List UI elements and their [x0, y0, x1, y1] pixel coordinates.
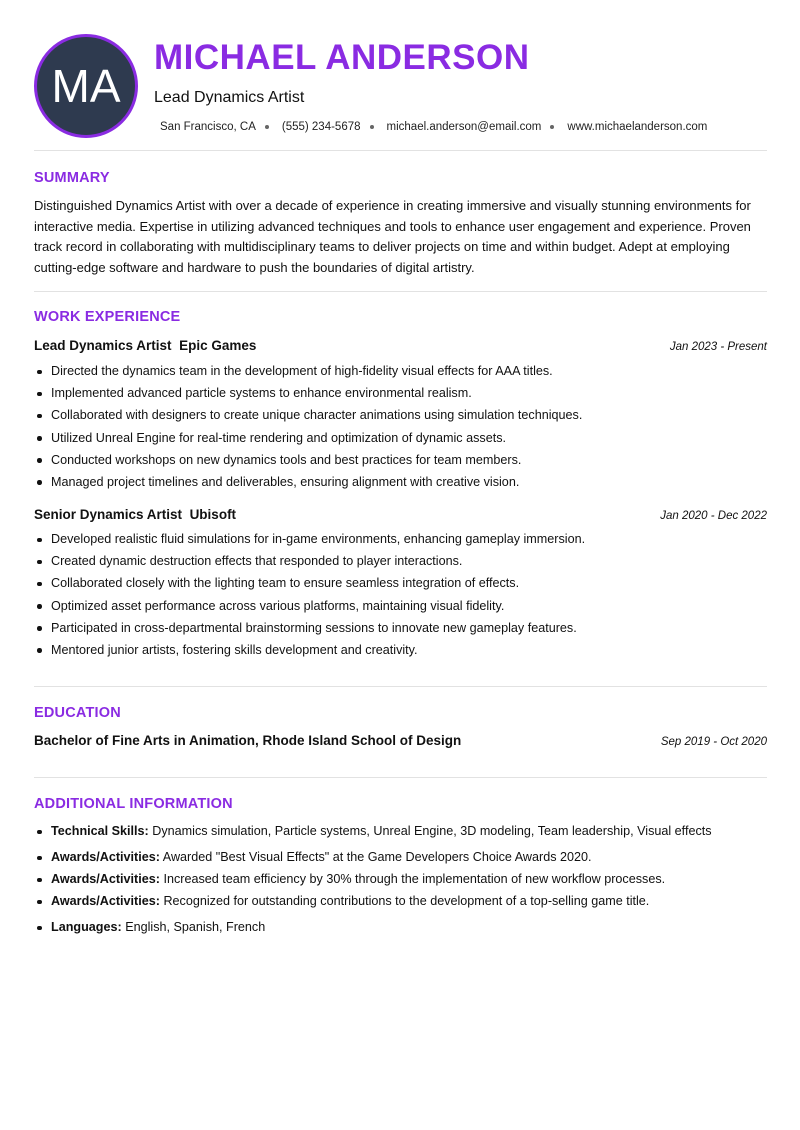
contact-phone: (555) 234-5678 [281, 121, 361, 133]
list-item: Managed project timelines and deliverables, ensuring alignment with creative vision. [34, 471, 767, 493]
job-dates: Jan 2020 - Dec 2022 [660, 510, 767, 522]
bullet-icon [37, 392, 42, 397]
job-bullets [34, 360, 767, 493]
bullet-icon [37, 604, 42, 609]
summary-text: Distinguished Dynamics Artist with over a decade of experience in creating immersive and visually stunning environments for interactive media. Expertise in utilizing advanced techniques and tools to enhance user engagement and experience. Proven track record in collaborating with multidisciplinary teams to deliver projects on time and within budget. Adept at employing cutting-edge software and hardware to push the boundaries of digital artistry. [34, 198, 751, 275]
separator-dot [550, 125, 554, 129]
bullet-icon [37, 538, 42, 543]
degree: Bachelor of Fine Arts in Animation, Rhode Island School of Design [34, 733, 462, 748]
bullet-icon [37, 560, 42, 565]
divider [34, 150, 767, 151]
list-item: Collaborated with designers to create unique character animations using simulation techniques. [34, 404, 767, 426]
job-company: Ubisoft [189, 507, 237, 522]
avatar-initials: MA [51, 60, 121, 112]
bullet-icon [37, 626, 42, 631]
list-item: Directed the dynamics team in the development of high-fidelity visual effects for AAA titles. [34, 360, 767, 382]
bullet-icon [37, 370, 42, 375]
education-dates: Sep 2019 - Oct 2020 [660, 736, 767, 748]
list-item: Optimized asset performance across various platforms, maintaining visual fidelity. [34, 595, 767, 617]
work-experience-heading: WORK EXPERIENCE [34, 309, 181, 325]
list-item: Participated in cross-departmental brainstorming sessions to innovate new gameplay features. [34, 617, 767, 639]
job-header [34, 507, 767, 522]
education-row [34, 733, 767, 748]
list-item: Created dynamic destruction effects that responded to player interactions. [34, 550, 767, 572]
bullet-icon [37, 436, 42, 441]
summary-heading: SUMMARY [34, 170, 110, 186]
job-title-company [34, 507, 236, 522]
contact-bar [160, 121, 707, 133]
bullet-icon [37, 480, 42, 485]
additional-info-heading: ADDITIONAL INFORMATION [34, 796, 233, 812]
list-item: Developed realistic fluid simulations for in-game environments, enhancing gameplay immersion. [34, 528, 767, 550]
list-item: Technical Skills: Dynamics simulation, Particle systems, Unreal Engine, 3D modeling, Team leadership, Visual effects [34, 820, 767, 842]
candidate-name: MICHAEL ANDERSON [154, 38, 530, 77]
candidate-title: Lead Dynamics Artist [154, 89, 305, 106]
divider [34, 686, 767, 687]
bullet-icon [37, 582, 42, 587]
list-item: Conducted workshops on new dynamics tools and best practices for team members. [34, 449, 767, 471]
job-bullets [34, 528, 767, 661]
contact-website[interactable]: www.michaelanderson.com [567, 121, 708, 133]
list-item: Awards/Activities: Recognized for outstanding contributions to the development of a top-selling game title. [34, 890, 767, 912]
divider [34, 291, 767, 292]
list-item: Languages: English, Spanish, French [34, 916, 767, 938]
list-item: Implemented advanced particle systems to enhance environmental realism. [34, 382, 767, 404]
list-item: Mentored junior artists, fostering skills development and creativity. [34, 639, 767, 661]
bullet-icon [37, 878, 42, 883]
education-heading: EDUCATION [34, 705, 121, 721]
list-item: Collaborated closely with the lighting team to ensure seamless integration of effects. [34, 572, 767, 594]
list-item: Utilized Unreal Engine for real-time rendering and optimization of dynamic assets. [34, 427, 767, 449]
bullet-icon [37, 414, 42, 419]
separator-dot [370, 125, 374, 129]
contact-email[interactable]: michael.anderson@email.com [386, 121, 542, 133]
avatar [34, 34, 138, 138]
separator-dot [265, 125, 269, 129]
job-role: Lead Dynamics Artist [34, 338, 172, 353]
contact-location: San Francisco, CA [160, 121, 256, 133]
bullet-icon [37, 926, 42, 931]
bullet-icon [37, 648, 42, 653]
list-item: Awards/Activities: Increased team efficiency by 30% through the implementation of new workflow processes. [34, 868, 767, 890]
job-title-company [34, 338, 256, 353]
bullet-icon [37, 830, 42, 835]
list-item: Awards/Activities: Awarded "Best Visual Effects" at the Game Developers Choice Awards 2020. [34, 846, 767, 868]
job-role: Senior Dynamics Artist [34, 507, 183, 522]
bullet-icon [37, 856, 42, 861]
bullet-icon [37, 900, 42, 905]
bullet-icon [37, 458, 42, 463]
job-header [34, 338, 767, 353]
job-company: Epic Games [179, 338, 257, 353]
additional-info-list [34, 820, 767, 938]
job-dates: Jan 2023 - Present [669, 341, 767, 353]
divider [34, 777, 767, 778]
